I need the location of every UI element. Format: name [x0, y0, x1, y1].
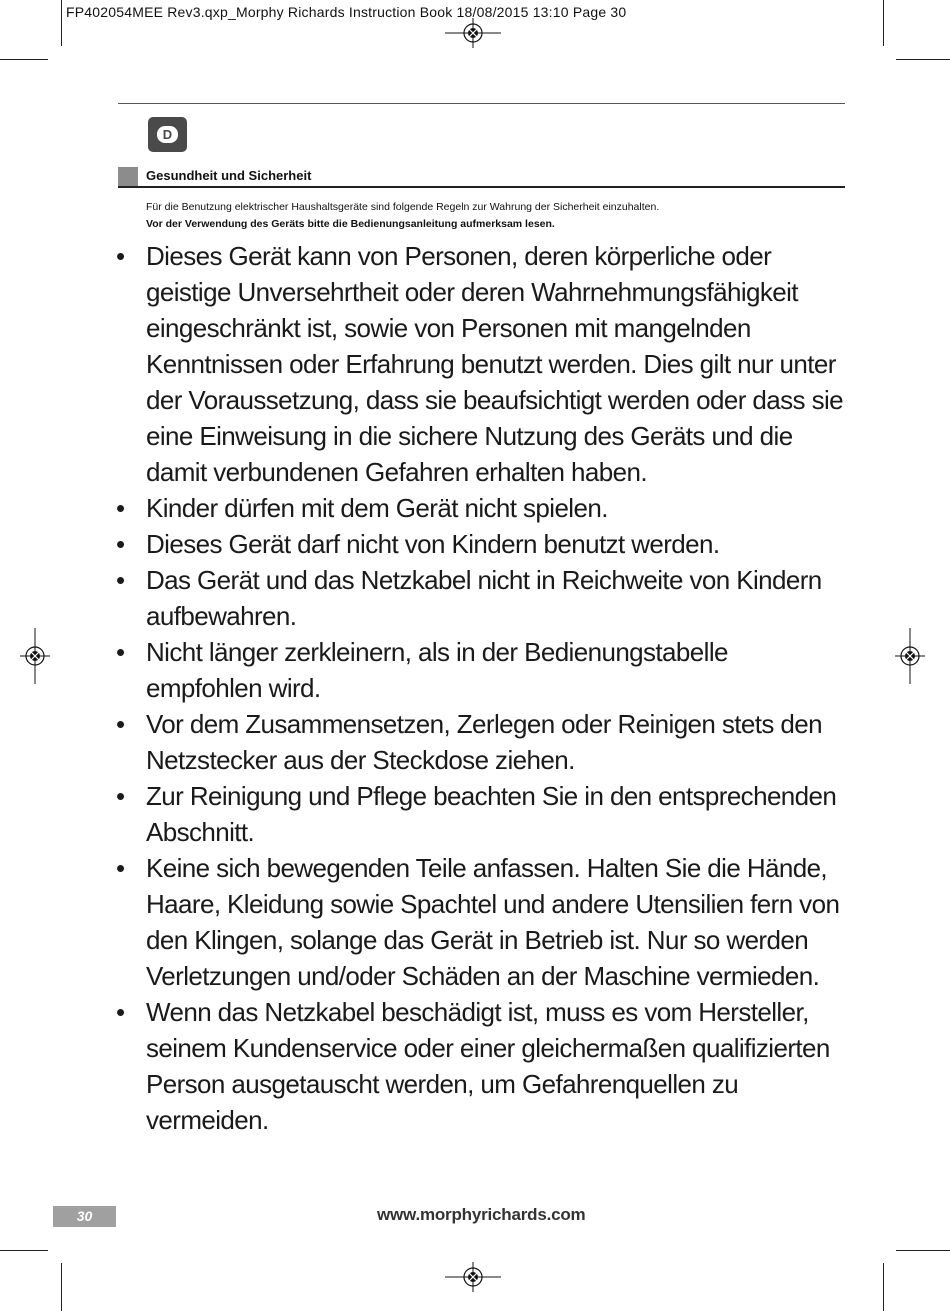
section-title: Gesundheit und Sicherheit	[146, 168, 312, 183]
section-intro	[146, 199, 659, 233]
safety-rules-list	[146, 238, 846, 1138]
section-rule	[118, 186, 845, 188]
registration-mark-icon	[20, 628, 50, 684]
crop-mark	[883, 0, 884, 46]
list-item: • Wenn das Netzkabel beschädigt ist, muss es vom Hersteller, seinem Kundenservice oder einer gleichermaßen qualifizierten Person ausgetauscht werden, um Gefahrenquellen zu vermeiden.	[146, 994, 846, 1138]
list-item: • Dieses Gerät darf nicht von Kindern benutzt werden.	[146, 526, 846, 562]
crop-mark	[883, 1263, 884, 1311]
list-item: • Zur Reinigung und Pflege beachten Sie in den entsprechenden Abschnitt.	[146, 778, 846, 850]
list-item: • Das Gerät und das Netzkabel nicht in Reichweite von Kindern aufbewahren.	[146, 562, 846, 634]
page-number: 30	[53, 1206, 116, 1227]
language-badge-label: D	[157, 126, 178, 143]
header-rule	[118, 103, 845, 104]
crop-mark	[0, 59, 48, 60]
list-item: • Keine sich bewegenden Teile anfassen. Halten Sie die Hände, Haare, Kleidung sowie Spachtel und andere Utensilien fern von den Klingen, solange das Gerät in Betrieb ist. Nur so werden Verletzungen und/oder Schäden an der Maschine vermieden.	[146, 850, 846, 994]
crop-mark	[896, 59, 950, 60]
print-slug: FP402054MEE Rev3.qxp_Morphy Richards Instruction Book 18/08/2015 13:10 Page 30	[66, 4, 627, 20]
list-item: • Vor dem Zusammensetzen, Zerlegen oder Reinigen stets den Netzstecker aus der Steckdose ziehen.	[146, 706, 846, 778]
crop-mark	[61, 1263, 62, 1311]
crop-mark	[0, 1250, 48, 1251]
intro-text: Für die Benutzung elektrischer Haushaltsgeräte sind folgende Regeln zur Wahrung der Sicherheit einzuhalten.	[146, 201, 660, 213]
registration-mark-icon	[445, 18, 501, 48]
crop-mark	[896, 1250, 950, 1251]
language-badge	[148, 117, 187, 152]
section-marker	[118, 167, 138, 187]
list-item: • Nicht länger zerkleinern, als in der Bedienungstabelle empfohlen wird.	[146, 634, 846, 706]
registration-mark-icon	[445, 1262, 501, 1292]
intro-bold-text: Vor der Verwendung des Geräts bitte die Bedienungsanleitung aufmerksam lesen.	[146, 218, 555, 230]
list-item: • Kinder dürfen mit dem Gerät nicht spielen.	[146, 490, 846, 526]
list-item: • Dieses Gerät kann von Personen, deren körperliche oder geistige Unversehrtheit oder deren Wahrnehmungsfähigkeit eingeschränkt ist, sowie von Personen mit mangelnden Kenntnissen oder Erfahrung benutzt werden. Dies gilt nur unter der Voraussetzung, dass sie beaufsichtigt werden oder dass sie eine Einweisung in die sichere Nutzung des Geräts und die damit verbundenen Gefahren erhalten haben.	[146, 238, 846, 490]
crop-mark	[61, 0, 62, 46]
website-url: www.morphyrichards.com	[377, 1205, 586, 1224]
registration-mark-icon	[895, 628, 925, 684]
